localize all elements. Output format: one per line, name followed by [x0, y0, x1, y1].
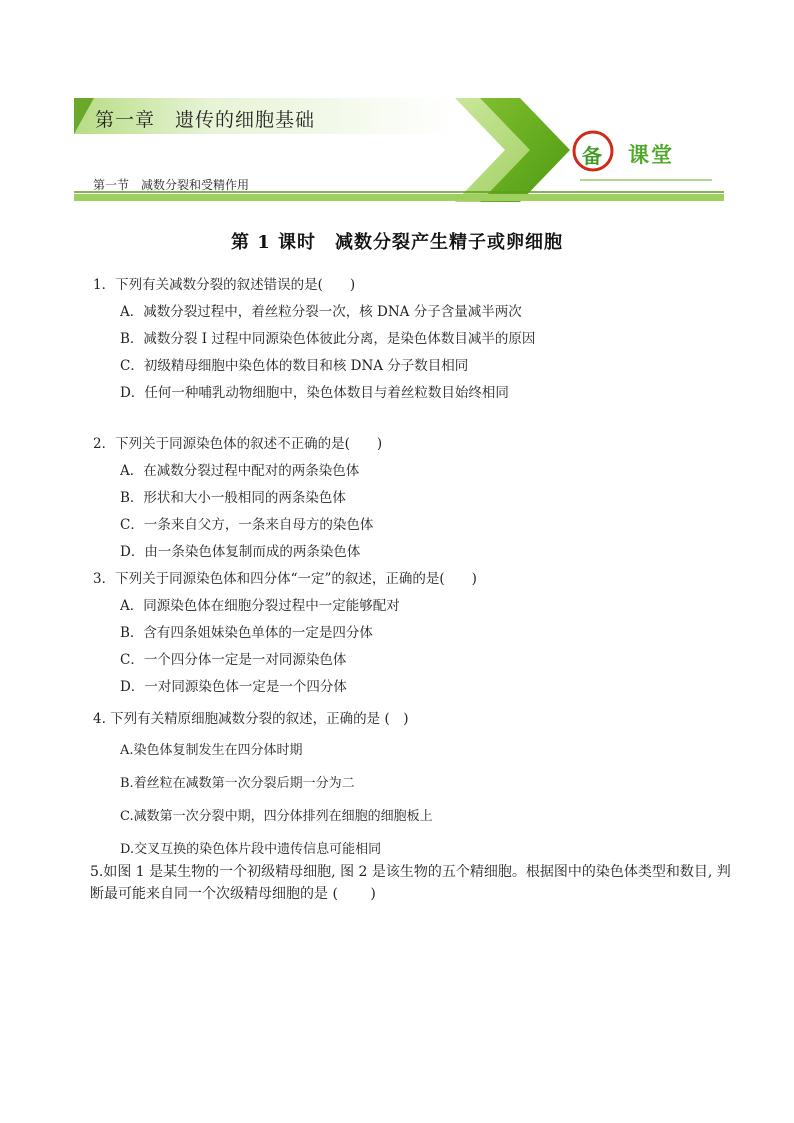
- option-d: D．一对同源染色体一定是一个四分体: [120, 679, 347, 695]
- option-c: C．初级精母细胞中染色体的数目和核 DNA 分子数目相同: [120, 358, 469, 374]
- question-1: [93, 276, 733, 402]
- question-stem: 2．下列关于同源染色体的叙述不正确的是( ): [93, 436, 383, 452]
- option-c: C．一条来自父方，一条来自母方的染色体: [120, 517, 374, 533]
- brand-text: 课堂: [628, 143, 674, 167]
- question-stem: 3．下列关于同源染色体和四分体“一定”的叙述，正确的是( ): [93, 571, 477, 587]
- option-b: B．含有四条姐妹染色单体的一定是四分体: [120, 625, 373, 641]
- option-a: A．在减数分裂过程中配对的两条染色体: [120, 463, 360, 479]
- question-5: 5.如图 1 是某生物的一个初级精母细胞, 图 2 是该生物的五个精细胞。根据图中的染色体类型和数目, 判断最可能来自同一个次级精母细胞的是 ( ): [90, 864, 731, 902]
- question-stem: 1．下列有关减数分裂的叙述错误的是( ): [93, 277, 356, 293]
- option-d: D．由一条染色体复制而成的两条染色体: [120, 544, 361, 560]
- option-b: B.着丝粒在减数第一次分裂后期一分为二: [120, 776, 355, 791]
- lesson-title: 第 1 课时 减数分裂产生精子或卵细胞: [230, 232, 564, 253]
- brand-char: 备: [582, 144, 602, 168]
- header-rule: [74, 194, 724, 201]
- option-c: C.减数第一次分裂中期，四分体排列在细胞的细胞板上: [120, 809, 433, 824]
- section-title: 第一节 减数分裂和受精作用: [93, 178, 250, 192]
- option-d: D．任何一种哺乳动物细胞中，染色体数目与着丝粒数目始终相同: [120, 385, 509, 401]
- option-c: C．一个四分体一定是一对同源染色体: [120, 652, 347, 668]
- question-4: [93, 710, 733, 859]
- option-d: D.交叉互换的染色体片段中遗传信息可能相同: [120, 842, 382, 857]
- question-3: [93, 570, 733, 696]
- option-b: B．形状和大小一般相同的两条染色体: [120, 490, 346, 506]
- option-a: A．同源染色体在细胞分裂过程中一定能够配对: [120, 598, 400, 614]
- page-header: [0, 0, 794, 210]
- question-2: [93, 435, 733, 561]
- option-b: B．减数分裂 Ⅰ 过程中同源染色体彼此分离，是染色体数目减半的原因: [120, 331, 536, 347]
- question-stem: 4. 下列有关精原细胞减数分裂的叙述，正确的是 ( ): [93, 711, 409, 727]
- option-a: A.染色体复制发生在四分体时期: [120, 743, 303, 758]
- option-a: A．减数分裂过程中，着丝粒分裂一次，核 DNA 分子含量减半两次: [120, 304, 522, 320]
- question-list: [90, 276, 733, 905]
- chapter-title: 第一章 遗传的细胞基础: [95, 109, 316, 131]
